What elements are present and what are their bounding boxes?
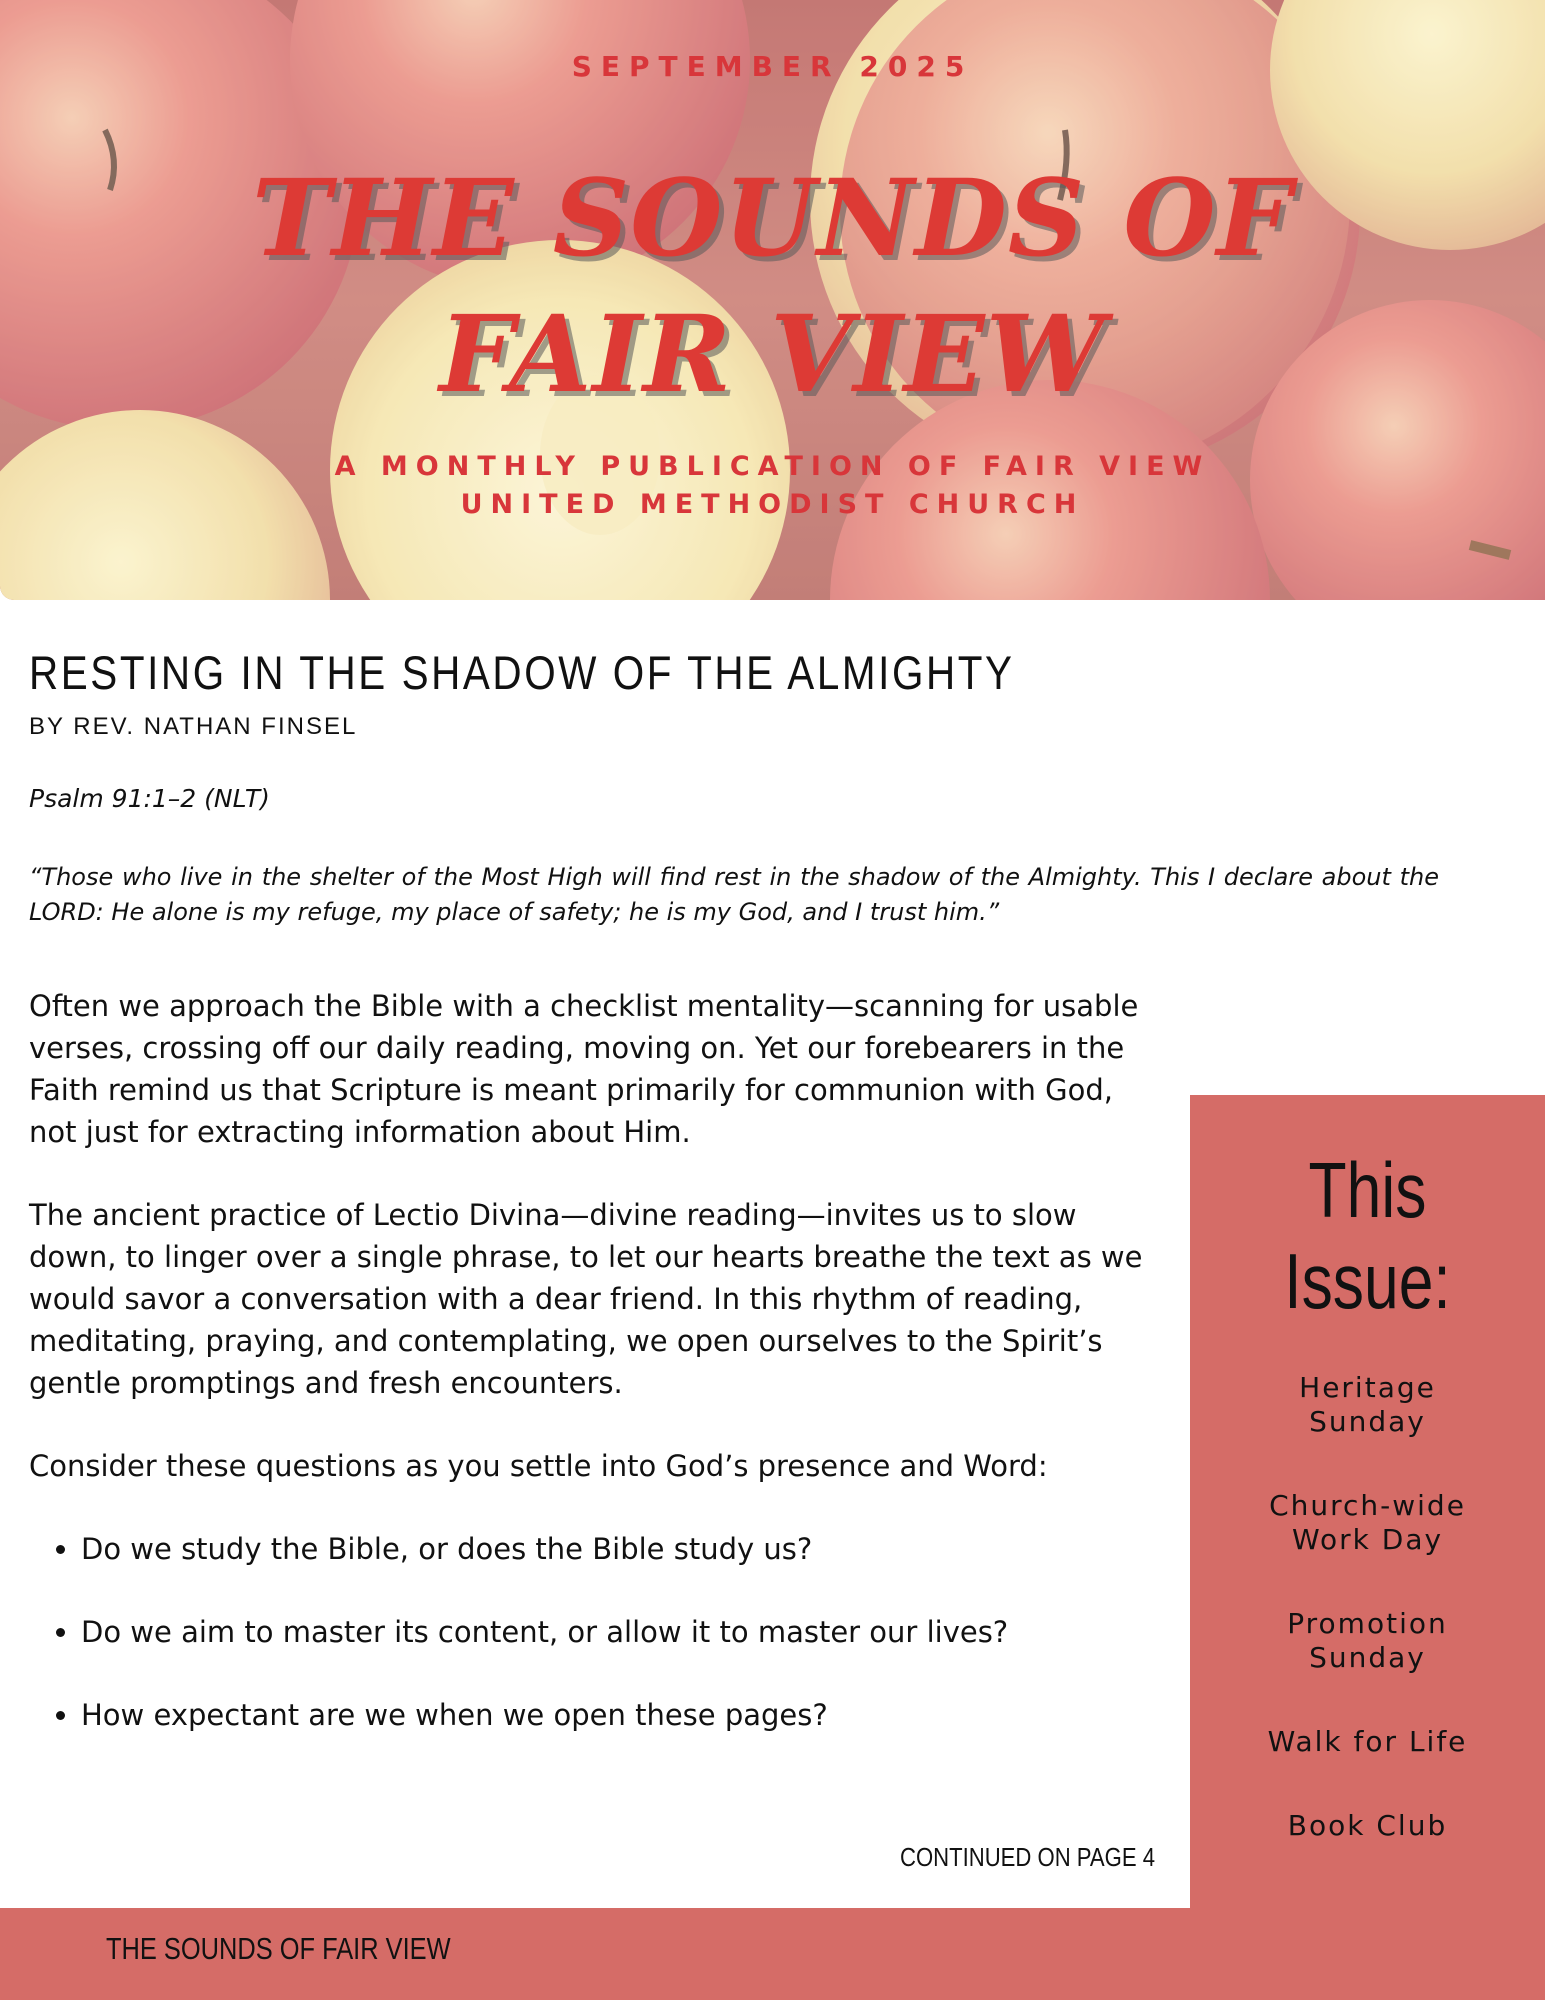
list-item: • Do we aim to master its content, or allow it to master our lives? <box>81 1611 1144 1653</box>
body-paragraph: The ancient practice of Lectio Divina—divine reading—invites us to slow down, to linger over a single phrase, to let our hearts breathe the text as we would savor a conversation with a dear friend. In this rhythm of reading, meditating, praying, and contemplating, we open ourselves to the Spirit’s gentle promptings and fresh encounters. <box>29 1198 1143 1400</box>
newsletter-masthead <box>0 150 1545 422</box>
list-item: • How expectant are we when we open these pages? <box>81 1694 1144 1736</box>
contents-item-walk-for-life: Walk for Life <box>1267 1725 1468 1758</box>
reflection-questions-list <box>29 1528 1144 1736</box>
page-footer <box>0 1908 1545 2000</box>
contents-item-book-club: Book Club <box>1287 1809 1448 1842</box>
sidebar-title: This Issue: <box>1284 1146 1451 1325</box>
article-byline: BY REV. NATHAN FINSEL <box>29 713 358 740</box>
body-paragraph: Consider these questions as you settle into God’s presence and Word: <box>29 1449 1048 1483</box>
list-item: • Do we study the Bible, or does the Bible study us? <box>81 1528 1144 1570</box>
tagline-line-2: UNITED METHODIST CHURCH <box>460 489 1085 520</box>
scripture-quote: “Those who live in the shelter of the Most High will find rest in the shadow of the Almighty. This I declare about the LORD: He alone is my refuge, my place of safety; he is my God, and I trust him.” <box>29 863 1439 926</box>
masthead-line-1: THE SOUNDS OF <box>252 155 1293 280</box>
issue-contents-list <box>1190 1371 1545 1843</box>
masthead-line-2: FAIR VIEW <box>439 291 1106 416</box>
footer-title: THE SOUNDS OF FAIR VIEW <box>106 1931 451 1966</box>
issue-date: SEPTEMBER 2025 <box>571 50 974 83</box>
publication-tagline <box>0 448 1545 524</box>
article-body <box>29 985 1144 1777</box>
tagline-line-1: A MONTHLY PUBLICATION OF FAIR VIEW <box>334 451 1211 482</box>
continued-notice: CONTINUED ON PAGE 4 <box>899 1842 1155 1872</box>
contents-item-heritage-sunday: Heritage Sunday <box>1299 1371 1436 1438</box>
body-paragraph: Often we approach the Bible with a checklist mentality—scanning for usable verses, crossing off our daily reading, moving on. Yet our forebearers in the Faith remind us that Scripture is meant primarily for communion with God, not just for extracting information about Him. <box>29 989 1139 1149</box>
scripture-reference: Psalm 91:1–2 (NLT) <box>29 784 270 813</box>
contents-item-promotion-sunday: Promotion Sunday <box>1287 1607 1448 1674</box>
this-issue-sidebar <box>1190 1095 1545 2000</box>
article-title: RESTING IN THE SHADOW OF THE ALMIGHTY <box>29 646 1015 699</box>
contents-item-church-wide-work-day: Church-wide Work Day <box>1269 1489 1466 1556</box>
